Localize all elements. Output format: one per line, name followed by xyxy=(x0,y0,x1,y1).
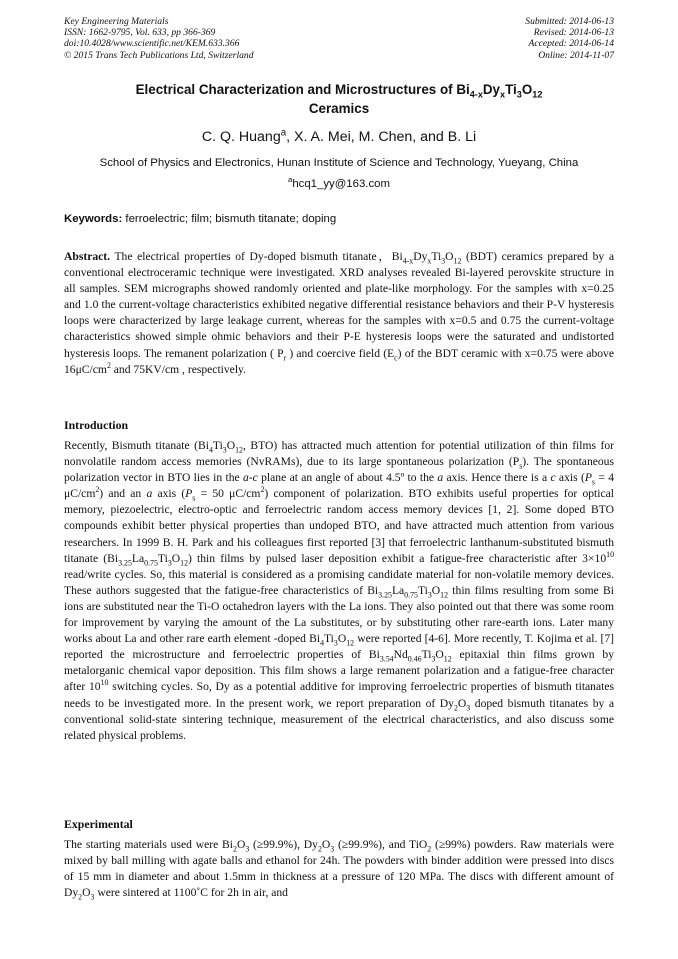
journal-name: Key Engineering Materials xyxy=(64,16,169,27)
journal-issn: ISSN: 1662-9795, Vol. 633, pp 366-369 xyxy=(64,27,216,39)
experimental-paragraph: The starting materials used were $Bi_2O_3$ (≥99.9%), $Dy_2O_3$ (≥99.9%), and TiO$_2$ (≥99%) powders. Raw materials were mixed by ball milling with agate balls and ethanol for 24h. The powders with binder addition were pressed into discs of 15 mm in diameter and about 1.5mm in thickness at a pressure of 120 MPa. The discs with different amount of $Dy_2O_3$ were sintered at 1100˚C for 2h in air, and xyxy=(64,838,614,902)
journal-doi: doi:10.4028/www.scientific.net/KEM.633.366 xyxy=(64,38,240,50)
submitted-date: Submitted: 2014-06-13 xyxy=(525,16,614,27)
paper-authors: C. Q. Huang$^a$, X. A. Mei, M. Chen, and B. Li xyxy=(201,127,477,145)
author-email[interactable]: $^a$hcq1_yy@163.com xyxy=(288,175,390,190)
revised-date: Revised: 2014-06-13 xyxy=(533,27,614,39)
journal-header-left xyxy=(64,16,254,61)
journal-header-right xyxy=(525,16,614,61)
accepted-date: Accepted: 2014-06-14 xyxy=(528,38,614,50)
online-date: Online: 2014-11-07 xyxy=(538,49,614,61)
section-heading-experimental: Experimental xyxy=(64,817,133,831)
introduction-paragraph: Recently, Bismuth titanate ($Bi_4Ti_3O_{12}$, BTO) has attracted much attention for potential utilization of thin films for nonvolatile random access memories (NvRAMs), due to its large spontaneous polarization $(P_s)$. The spontaneous polarization vector in BTO lies in the a-c plane at an angle of about 4.5º to the a axis. Hence there is a c axis ($P_s = 4$ $\mu C/cm^2$) and an a axis ($P_s = 50$ $\mu C/cm^2$) component of polarization. BTO exhibits useful properties for optical memory, piezoelectric, electro-optic and ferroelectric random access memory devices [1, 2]. Some doped BTO compounds exhibit better physical properties than undoped BTO, and have attracted much attention from various researchers. In 1999 B. H. Park and his colleagues first reported [3] that ferroelectric lanthanum-substituted bismuth titanate $(Bi_{3.25}La_{0.75}Ti_3O_{12})$ thin films by pulsed laser deposition exhibit a fatigue-free characteristic after $3\times 10^{10}$ read/write cycles. So, this material is considered as a promising candidate material for non-volatile memory devices. These authors suggested that the fatigue-free characteristics of $Bi_{3.25}La_{0.75}Ti_3O_{12}$ thin films resulting from some Bi ions are substituted near the Ti-O octahedron layers with the La ions. They also pointed out that there was some room for improvement by varying the amount of the La substitutes, or by substituting other rare-earth ions. Later many works about La and other rare earth element -doped $Bi_4Ti_3O_{12}$ were reported [4-6]. More recently, T. Kojima et al. [7] reported the microstructure and ferroelectric properties of $Bi_{3.54}Nd_{0.46}Ti_3O_{12}$ epitaxial thin films grown by metalorganic chemical vapor deposition. This film shows a large remanent polarization and a fatigue-free character after $10^{10}$ switching cycles. So, Dy as a potential additive for improving ferroelectric properties of bismuth titanates needs to be investigated more. In the present work, we report preparation of $Dy_2O_3$ doped bismuth titanates by a conventional solid-state sintering technique, measurement of the electrical characteristics, and also discuss some related physical problems. xyxy=(64,439,615,742)
keywords-line xyxy=(64,213,614,225)
section-heading-introduction: Introduction xyxy=(64,418,129,432)
abstract-paragraph: Abstract. The electrical properties of Dy-doped bismuth titanate，$Bi_{4-x}Dy_xTi_3O_{12}$ (BDT) ceramics prepared by a conventional electroceramic technique were investigated. XRD analyses revealed Bi-layered perovskite structure in all samples. SEM micrographs showed randomly oriented and plate-like morphology. For the samples with x=0.25 and 1.0 the current-voltage characteristics exhibited negative differential resistance behaviors and their P-V hysteresis loops were characterized by large leakage current, whereas for the samples with x=0.5 and 0.75 the current-voltage characteristics showed simple ohmic behaviors and their P-E hysteresis loops were the saturated and undistorted hysteresis loops. The remanent polarization ( $P_r$ ) and coercive field $(E_c)$ of the BDT ceramic with x=0.75 were above $16\mu C/cm^2$ and 75KV/cm , respectively. xyxy=(64,250,614,376)
affiliation: School of Physics and Electronics, Hunan Institute of Science and Technology, Yueyang, China xyxy=(99,157,579,169)
keywords-text: ferroelectric; film; bismuth titanate; doping xyxy=(122,213,337,225)
keywords-label: Keywords: xyxy=(64,213,123,225)
paper-title: Electrical Characterization and Microstructures of $Bi_{4-x}Dy_xTi_3O_{12}$ Ceramics xyxy=(135,82,543,116)
journal-copyright: © 2015 Trans Tech Publications Ltd, Switzerland xyxy=(64,49,254,61)
